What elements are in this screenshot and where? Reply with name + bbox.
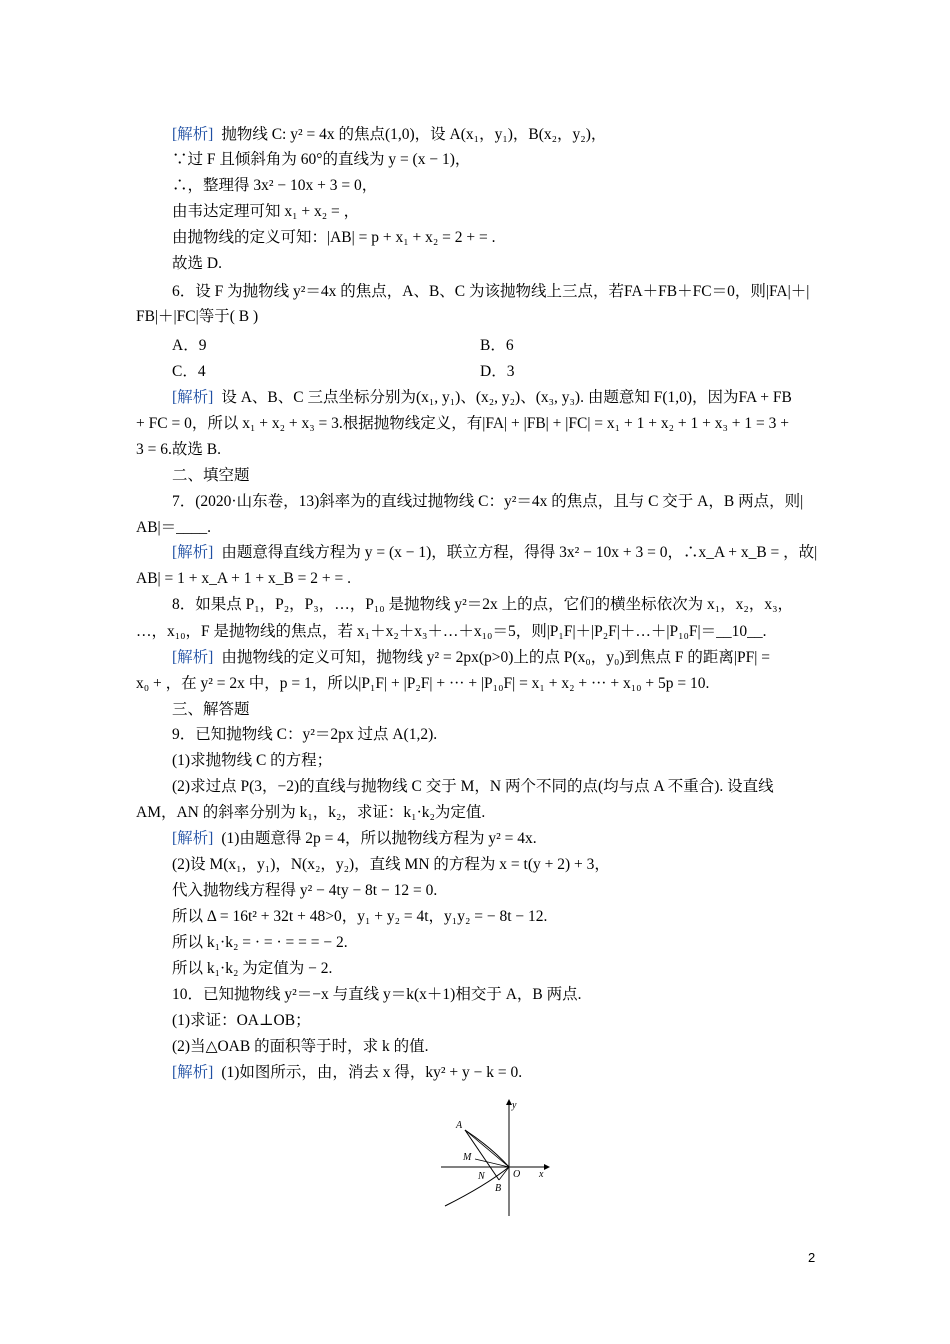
line-text: 代入抛物线方程得 y² − 4ty − 8t − 12 = 0. xyxy=(172,882,438,899)
label-y: y xyxy=(512,1100,517,1111)
text-line xyxy=(172,253,222,275)
line-text: 所以 Δ = 16t² + 32t + 48>0，y₁ + y₂ = 4t，y₁y₂ = − 8t − 12. xyxy=(172,908,548,925)
analysis-tag: [解析] xyxy=(172,389,214,406)
option-line xyxy=(480,335,514,357)
line-text: (1)由题意得 2p = 4，所以抛物线方程为 y² = 4x. xyxy=(221,830,537,847)
analysis-tag: [解析] xyxy=(172,126,214,143)
line-text: 9．已知抛物线 C：y²＝2px 过点 A(1,2). xyxy=(172,726,438,743)
line-text: + FC = 0，所以 x₁ + x₂ + x₃ = 3.根据抛物线定义，有|FA| + |FB| + |FC| = x₁ + 1 + x₂ + 1 + x₃ + 1 = 3 + xyxy=(136,415,789,432)
line-text: (2)设 M(x₁，y₁)，N(x₂，y₂)，直线 MN 的方程为 x = t(y + 2) + 3， xyxy=(172,856,610,873)
question-line xyxy=(172,594,793,616)
line-text: FB|＋|FC|等于( B ) xyxy=(136,308,259,325)
text-line xyxy=(172,227,496,249)
option-d: D．3 xyxy=(480,363,515,380)
text-line xyxy=(136,439,221,461)
option-c: C．4 xyxy=(172,363,206,380)
option-line xyxy=(480,361,514,383)
question-line xyxy=(172,724,437,746)
question-line xyxy=(172,1010,311,1032)
line-text: 由题意得直线方程为 y = (x − 1)，联立方程，得得 3x² − 10x + 3 = 0，∴x_A + x_B = ，故| xyxy=(221,544,818,561)
question-line xyxy=(136,306,258,328)
text-line xyxy=(172,880,437,902)
line-text: x₀ + ，在 y² = 2x 中，p = 1，所以|P₁F| + |P₂F| + ··· + |P₁₀F| = x₁ + x₂ + ··· + x₁₀ + 5p = 10. xyxy=(136,675,710,692)
line-text: 故选 D. xyxy=(172,255,222,272)
line-text: 7．(2020·山东卷，13)斜率为的直线过抛物线 C：y²＝4x 的焦点，且与 C 交于 A，B 两点，则| xyxy=(172,493,804,510)
line-text: 10．已知抛物线 y²＝−x 与直线 y＝k(x＋1)相交于 A，B 两点. xyxy=(172,986,582,1003)
page-number: 2 xyxy=(808,1250,816,1265)
text-line xyxy=(172,387,792,409)
line-text: AB| = 1 + x_A + 1 + x_B = 2 + = . xyxy=(136,570,352,587)
line-text: 二、填空题 xyxy=(172,467,250,484)
label-m: M xyxy=(463,1152,472,1163)
text-line xyxy=(172,906,547,928)
line-text: ∵过 F 且倾斜角为 60°的直线为 y = (x − 1)， xyxy=(172,151,471,168)
line-text: 所以 k₁·k₂ = · = · = = = − 2. xyxy=(172,934,348,951)
line-text: 由韦达定理可知 x₁ + x₂ = ， xyxy=(172,203,360,220)
text-line xyxy=(172,201,359,223)
line-text: 三、解答题 xyxy=(172,701,250,718)
line-text: AB|＝____. xyxy=(136,519,212,536)
text-line xyxy=(172,149,470,171)
option-b: B．6 xyxy=(480,337,514,354)
text-line xyxy=(136,413,789,435)
parabola-curve xyxy=(445,1130,509,1206)
text-line xyxy=(172,175,377,197)
label-b: B xyxy=(495,1183,502,1194)
analysis-tag: [解析] xyxy=(172,649,214,666)
text-line xyxy=(172,854,610,876)
text-line xyxy=(172,124,606,146)
label-x: x xyxy=(539,1169,544,1180)
text-line xyxy=(172,647,770,669)
question-line xyxy=(136,621,767,643)
line-text: 设 A、B、C 三点坐标分别为(x₁, y₁)、(x₂, y₂)、(x₃, y₃). 由题意知 F(1,0)，因为FA + FB xyxy=(221,389,792,406)
line-text: (2)求过点 P(3，−2)的直线与抛物线 C 交于 M，N 两个不同的点(均与点 A 不重合). 设直线 xyxy=(172,778,774,795)
label-n: N xyxy=(478,1171,485,1182)
text-line xyxy=(136,673,709,695)
line-text: (2)当△OAB 的面积等于时，求 k 的值. xyxy=(172,1038,429,1055)
text-line xyxy=(172,958,332,980)
section-heading xyxy=(172,699,250,721)
question-line xyxy=(136,802,485,824)
line-text: (1)求抛物线 C 的方程； xyxy=(172,752,333,769)
text-line xyxy=(172,1062,522,1084)
line-text: 由抛物线的定义可知，抛物线 y² = 2px(p>0)上的点 P(x₀，y₀)到焦点 F 的距离|PF| = xyxy=(221,649,770,666)
line-text: ∴，整理得 3x² − 10x + 3 = 0， xyxy=(172,177,378,194)
text-line xyxy=(172,828,537,850)
text-line xyxy=(172,932,348,954)
line-text: 8．如果点 P₁，P₂，P₃，…，P₁₀ 是抛物线 y²＝2x 上的点，它们的横坐标依次为 x₁，x₂，x₃， xyxy=(172,596,793,613)
analysis-tag: [解析] xyxy=(172,1064,214,1081)
option-line xyxy=(172,361,206,383)
question-line xyxy=(172,281,809,303)
option-line xyxy=(172,335,206,357)
parabola-figure xyxy=(437,1096,557,1221)
section-heading xyxy=(172,465,250,487)
label-a: A xyxy=(456,1120,463,1131)
line-text: …，x₁₀，F 是抛物线的焦点，若 x₁＋x₂＋x₃＋…＋x₁₀＝5，则|P₁F|＋|P₂F|＋…＋|P₁₀F|＝__10__. xyxy=(136,623,767,640)
line-text: 6．设 F 为抛物线 y²＝4x 的焦点，A、B、C 为该抛物线上三点，若FA＋FB＋FC＝0，则|FA|＋| xyxy=(172,283,810,300)
analysis-tag: [解析] xyxy=(172,544,214,561)
option-a: A．9 xyxy=(172,337,207,354)
line-text: 由抛物线的定义可知：|AB| = p + x₁ + x₂ = 2 + = . xyxy=(172,229,496,246)
question-line xyxy=(172,750,332,772)
text-line xyxy=(136,568,351,590)
question-line xyxy=(136,517,211,539)
label-o: O xyxy=(513,1169,521,1180)
question-line xyxy=(172,1036,428,1058)
line-text: (1)如图所示，由，消去 x 得，ky² + y − k = 0. xyxy=(221,1064,523,1081)
analysis-tag: [解析] xyxy=(172,830,214,847)
line-text: (1)求证：OA⊥OB； xyxy=(172,1012,311,1029)
question-line xyxy=(172,984,582,1006)
text-line xyxy=(172,542,817,564)
line-text: 所以 k₁·k₂ 为定值为 − 2. xyxy=(172,960,333,977)
line-text: AM，AN 的斜率分别为 k₁，k₂，求证：k₁·k₂为定值. xyxy=(136,804,486,821)
line-text: 抛物线 C: y² = 4x 的焦点(1,0)，设 A(x₁，y₁)，B(x₂，y₂)， xyxy=(221,126,607,143)
question-line xyxy=(172,776,774,798)
question-line xyxy=(172,491,803,513)
line-text: 3 = 6.故选 B. xyxy=(136,441,221,458)
